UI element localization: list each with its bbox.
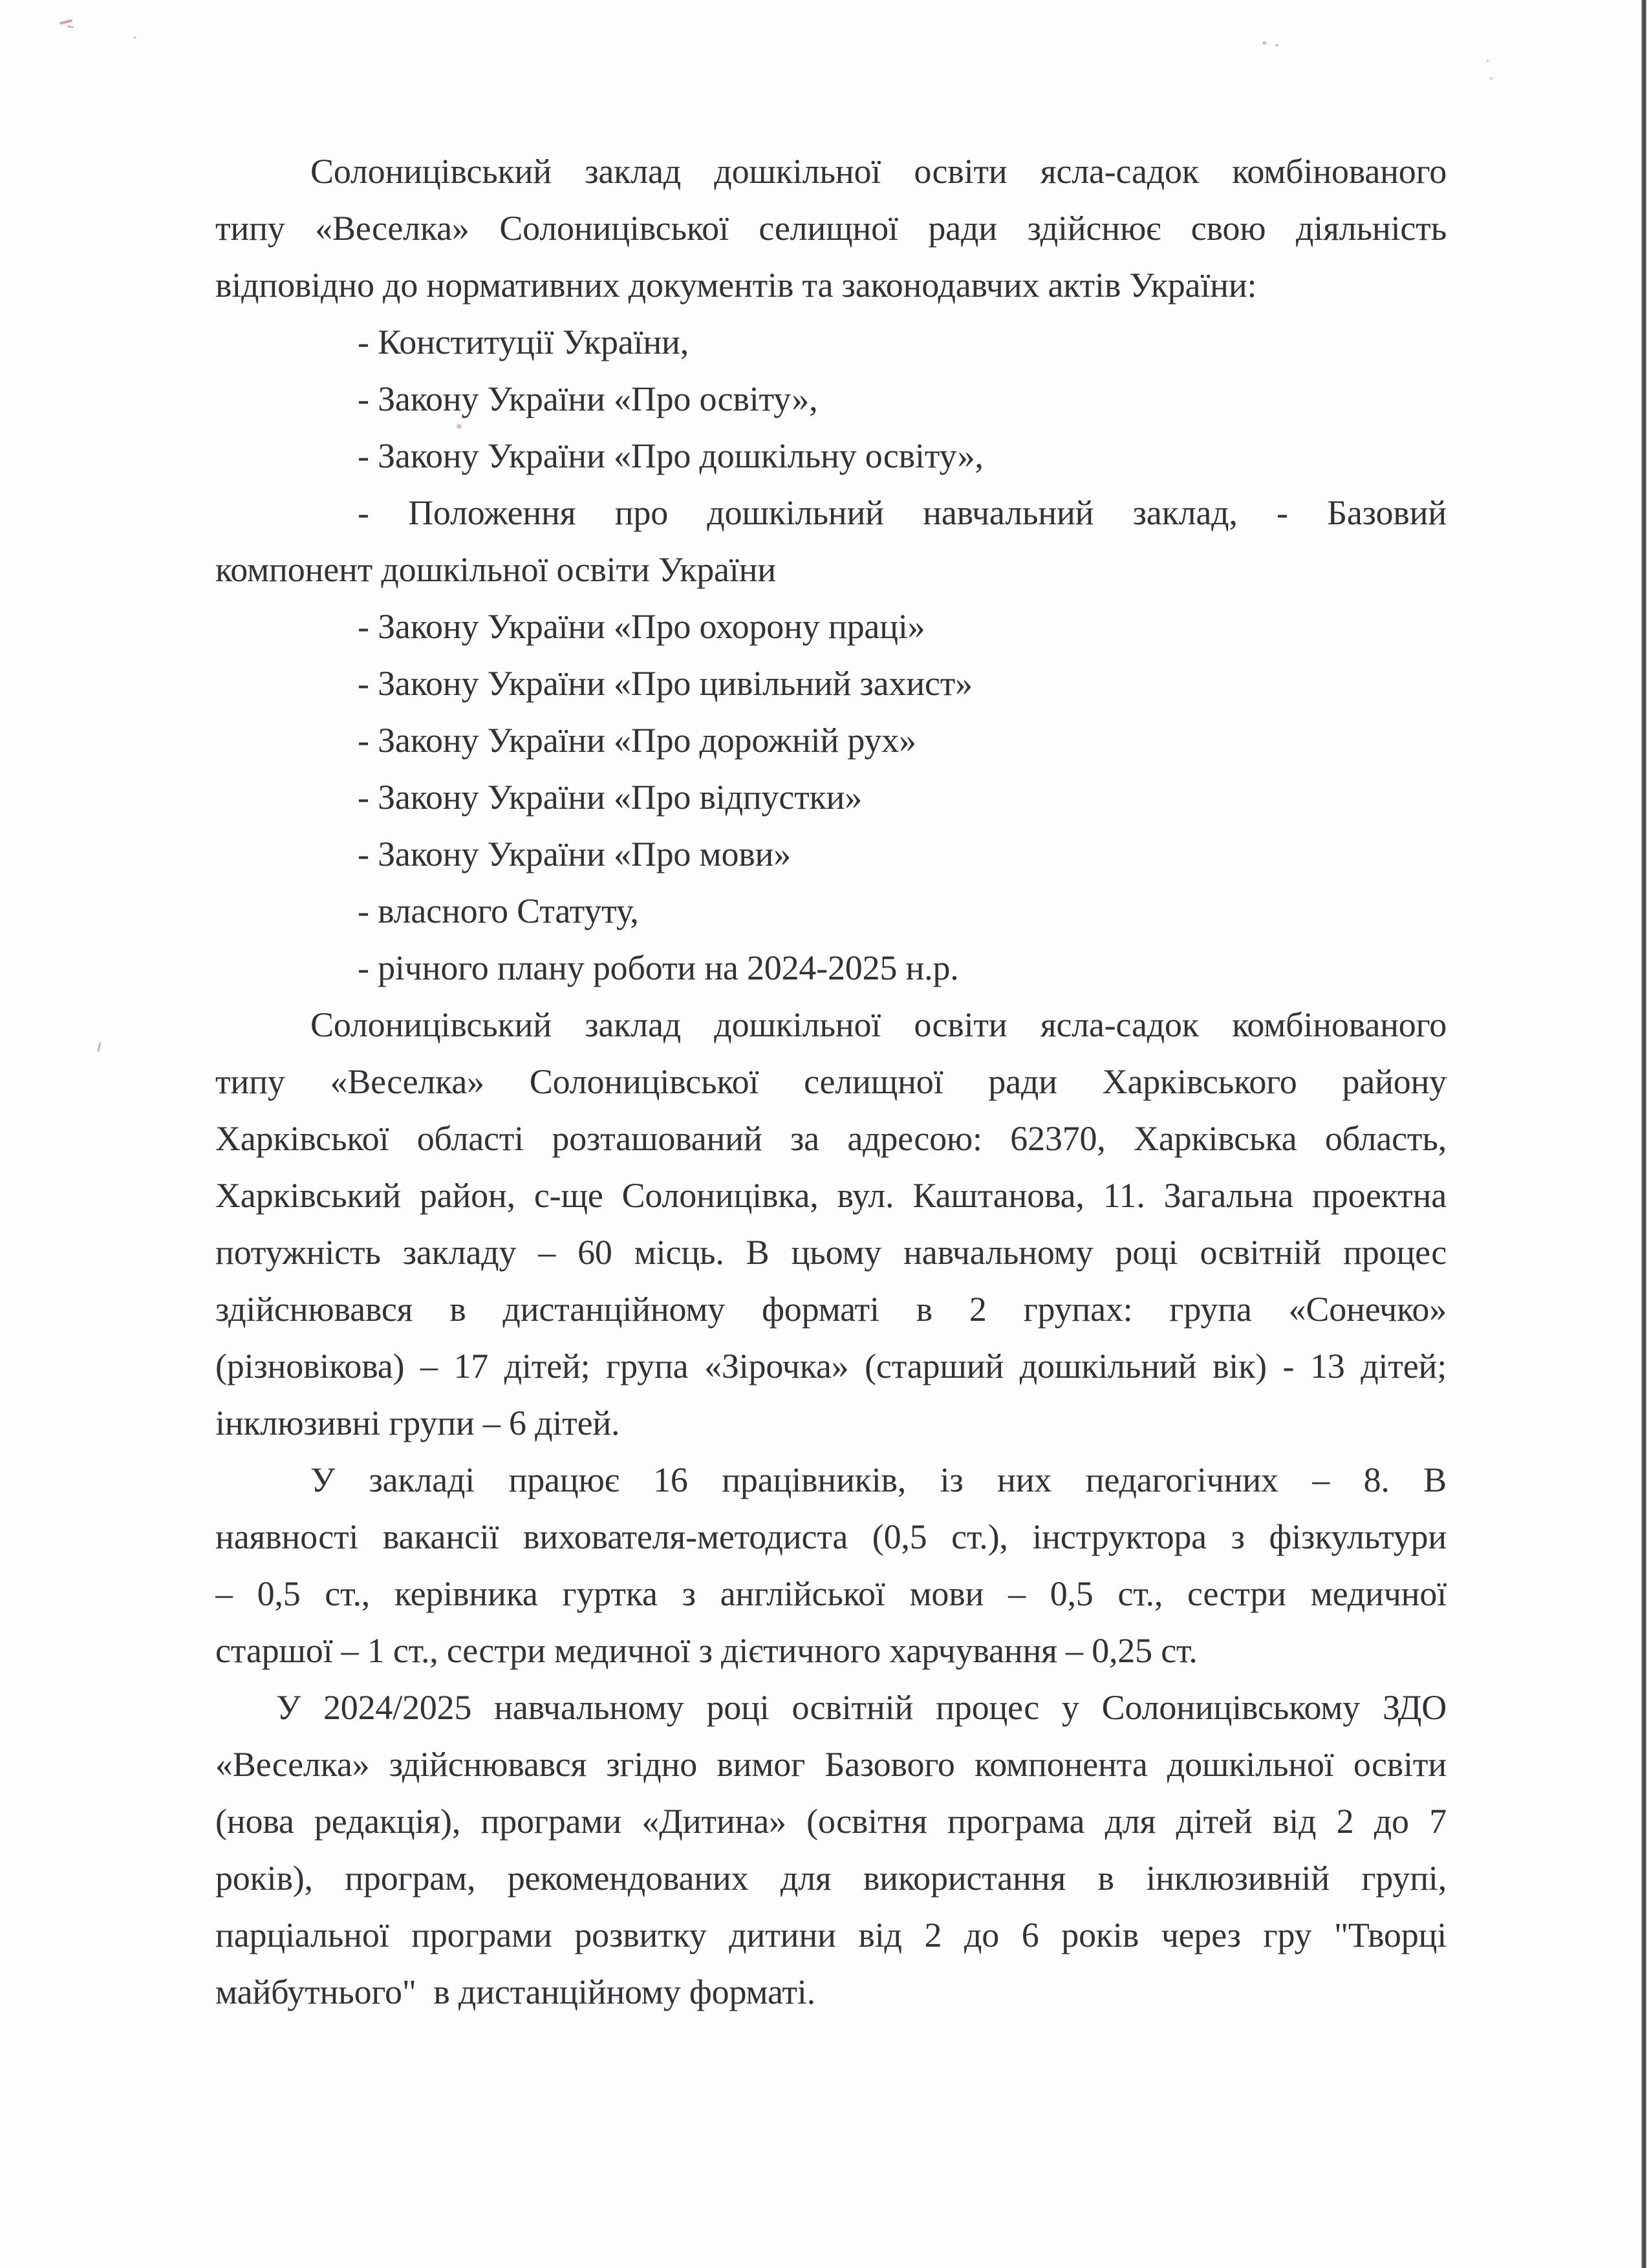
text-line: парціальної програми розвитку дитини від 2 до 6 років через гру "Творці — [215, 1916, 1447, 1954]
text-line: відповідно до нормативних документів та законодавчих актів України: — [215, 266, 1257, 305]
scan-artifact-red-mark — [67, 25, 74, 28]
text-line: У 2024/2025 навчальному році освітній процес у Солоницівському ЗДО — [276, 1688, 1447, 1727]
text-line: - Закону України «Про мови» — [358, 835, 792, 873]
scan-artifact-speck — [1489, 77, 1493, 80]
text-line: типу «Веселка» Солоницівської селищної ради здійснює свою діяльність — [215, 209, 1447, 248]
text-line: типу «Веселка» Солоницівської селищної ради Харківського району — [215, 1062, 1447, 1101]
text-line: - Закону України «Про цивільний захист» — [358, 664, 973, 703]
text-line: - річного плану роботи на 2024-2025 н.р. — [358, 948, 959, 987]
text-line: - Закону України «Про освіту», — [358, 380, 818, 418]
scan-artifact-tick — [97, 1042, 102, 1052]
scan-artifact-red-mark — [59, 19, 72, 25]
text-line: - Закону України «Про відпустки» — [358, 778, 863, 817]
text-line: Солоницівський заклад дошкільної освіти ясла-садок комбінованого — [310, 152, 1447, 191]
text-line: - власного Статуту, — [358, 892, 639, 930]
text-line: інклюзивні групи – 6 дітей. — [215, 1404, 620, 1442]
text-line: - Закону України «Про дошкільну освіту», — [358, 436, 984, 475]
text-line: Харківської області розташований за адресою: 62370, Харківська область, — [215, 1119, 1447, 1158]
text-line: компонент дошкільної освіти України — [215, 550, 776, 589]
text-line: – 0,5 ст., керівника гуртка з англійської мови – 0,5 ст., сестри медичної — [215, 1574, 1447, 1613]
text-line: здійснювався в дистанційному форматі в 2 групах: група «Сонечко» — [215, 1290, 1447, 1329]
text-line: - Закону України «Про дорожній рух» — [358, 721, 916, 760]
text-line: потужність закладу – 60 місць. В цьому навчальному році освітній процес — [215, 1233, 1447, 1272]
text-line: Солоницівський заклад дошкільної освіти ясла-садок комбінованого — [310, 1005, 1447, 1044]
text-line: (нова редакція), програми «Дитина» (освітня програма для дітей від 2 до 7 — [215, 1802, 1447, 1841]
scan-edge-line — [1641, 0, 1646, 2268]
scan-artifact-speck — [1275, 44, 1278, 47]
text-line: - Конституції України, — [358, 323, 689, 361]
text-line: - Положення про дошкільний навчальний заклад, - Базовий — [358, 493, 1447, 532]
scan-artifact-speck — [133, 36, 136, 39]
scan-artifact-speck — [1262, 41, 1267, 45]
text-line: старшої – 1 ст., сестри медичної з дієтичного харчування – 0,25 ст. — [215, 1631, 1198, 1670]
text-line: Харківський район, с-ще Солоницівка, вул. Каштанова, 11. Загальна проектна — [215, 1176, 1447, 1215]
text-line: років), програм, рекомендованих для використання в інклюзивній групі, — [215, 1859, 1447, 1898]
document-body — [215, 143, 1447, 2020]
text-line: наявності вакансії вихователя-методиста (0,5 ст.), інструктора з фізкультури — [215, 1517, 1447, 1556]
text-line: майбутнього" в дистанційному форматі. — [215, 1973, 815, 2011]
text-line: (різновікова) – 17 дітей; група «Зірочка» (старший дошкільний вік) - 13 дітей; — [215, 1347, 1447, 1385]
text-line: - Закону України «Про охорону праці» — [358, 607, 925, 646]
text-line: У закладі працює 16 працівників, із них педагогічних – 8. В — [310, 1460, 1447, 1499]
text-line: «Веселка» здійснювався згідно вимог Базового компонента дошкільної освіти — [215, 1745, 1447, 1784]
scan-artifact-speck — [1486, 59, 1489, 62]
